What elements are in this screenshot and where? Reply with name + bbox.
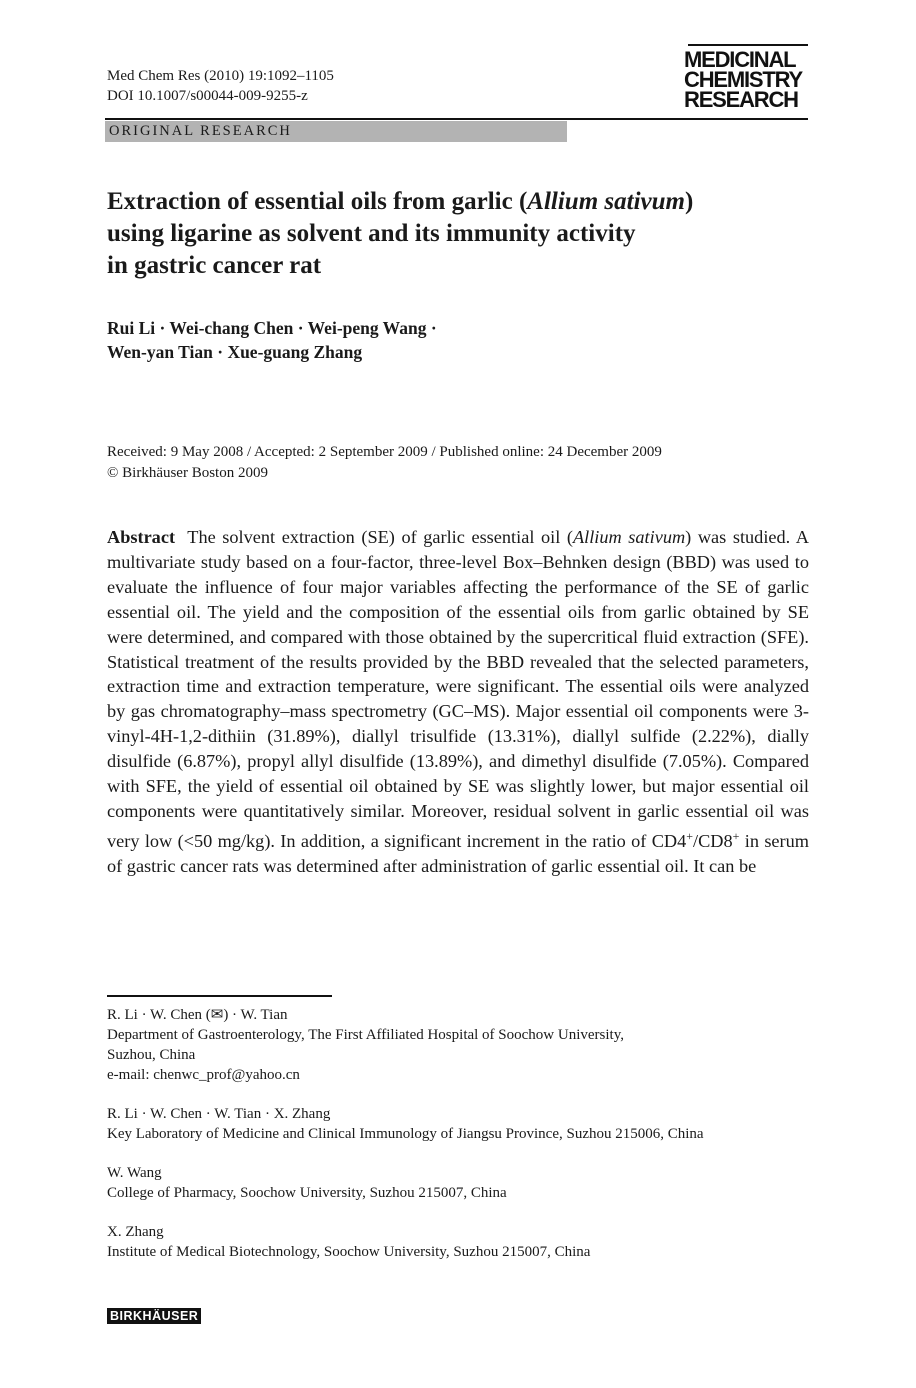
title-line-1 [107, 186, 807, 218]
author-list [107, 316, 807, 364]
affiliation-block [107, 1222, 807, 1262]
doi: DOI 10.1007/s00044-009-9255-z [107, 88, 308, 104]
affiliation-line: Department of Gastroenterology, The First Affiliated Hospital of Soochow University, [107, 1027, 624, 1043]
logo-line-2: CHEMISTRY [684, 67, 802, 92]
footnote-rule [107, 995, 332, 997]
affiliation-names: R. Li · W. Chen · W. Tian · X. Zhang [107, 1106, 331, 1122]
affiliation-names: X. Zhang [107, 1224, 164, 1240]
header-rule [105, 118, 808, 120]
journal-citation: Med Chem Res (2010) 19:1092–1105 [107, 68, 334, 84]
copyright: © Birkhäuser Boston 2009 [107, 465, 268, 481]
abstract [107, 525, 809, 879]
authors-line-2: Wen-yan Tian · Xue-guang Zhang [107, 342, 363, 362]
abstract-text: in serum of gastric cancer rats was determined after administration of garlic essential oil. It can be [107, 830, 809, 876]
publication-dates [107, 442, 807, 484]
authors-line-1: Rui Li · Wei-chang Chen · Wei-peng Wang · [107, 318, 437, 338]
publisher-logo: BIRKHÄUSER [107, 1308, 201, 1324]
journal-metadata [107, 66, 334, 106]
affiliation-email: e-mail: chenwc_prof@yahoo.cn [107, 1067, 300, 1083]
affiliation-line: Suzhou, China [107, 1047, 196, 1063]
superscript: + [686, 828, 694, 843]
logo-line-1: MEDICINAL [684, 47, 796, 72]
title-text: Extraction of essential oils from garlic ( [107, 188, 528, 215]
section-label: ORIGINAL RESEARCH [105, 121, 567, 142]
title-line-3: in gastric cancer rat [107, 252, 322, 279]
superscript: + [732, 828, 740, 843]
affiliation-block [107, 1005, 807, 1085]
logo-rule [688, 44, 808, 46]
abstract-heading: Abstract [107, 527, 176, 547]
affiliation-block [107, 1104, 807, 1144]
affiliation-block [107, 1163, 807, 1203]
title-line-2: using ligarine as solvent and its immunity activity [107, 220, 636, 247]
affiliation-names: W. Wang [107, 1165, 162, 1181]
article-title [107, 186, 807, 282]
journal-logo [684, 47, 808, 112]
title-species: Allium sativum [527, 188, 685, 215]
history-dates: Received: 9 May 2008 / Accepted: 2 September 2009 / Published online: 24 December 2009 [107, 444, 662, 460]
abstract-text: The solvent extraction (SE) of garlic essential oil ( [187, 527, 573, 547]
affiliation-line: Institute of Medical Biotechnology, Soochow University, Suzhou 215007, China [107, 1244, 591, 1260]
affiliation-names: R. Li · W. Chen (✉) · W. Tian [107, 1007, 288, 1023]
abstract-species: Allium sativum [572, 527, 686, 547]
logo-line-3: RESEARCH [684, 87, 798, 112]
abstract-text: ) was studied. A multivariate study based on a four-factor, three-level Box–Behnken design (BBD) was used to evaluate the influence of four major variables affecting the performance of the SE of garlic essential oil. The yield and the composition of the essential oils from garlic obtained by SE were determined, and compared with those obtained by the supercritical fluid extraction (SFE). Statistical treatment of the results provided by the BBD revealed that the selected parameters, extraction time and extraction temperature, were significant. The essential oils were analyzed by gas chromatography–mass spectrometry (GC–MS). Major essential oil components were 3-vinyl-4H-1,2-dithiin (31.89%), diallyl trisulfide (13.31%), diallyl sulfide (2.22%), dially disulfide (6.87%), propyl allyl disulfide (13.89%), and dimethyl disulfide (7.05%). Compared with SFE, the yield of essential oil obtained by SE was slightly lower, but major essential oil components were quantitatively similar. Moreover, residual solvent in garlic essential oil was very low (<50 mg/kg). In addition, a significant increment in the ratio of CD4 [107, 527, 810, 851]
abstract-text: /CD8 [693, 830, 733, 851]
affiliation-line: Key Laboratory of Medicine and Clinical Immunology of Jiangsu Province, Suzhou 215006, China [107, 1126, 704, 1142]
affiliation-line: College of Pharmacy, Soochow University, Suzhou 215007, China [107, 1185, 507, 1201]
title-text: ) [684, 188, 694, 215]
affiliations [107, 1005, 807, 1281]
